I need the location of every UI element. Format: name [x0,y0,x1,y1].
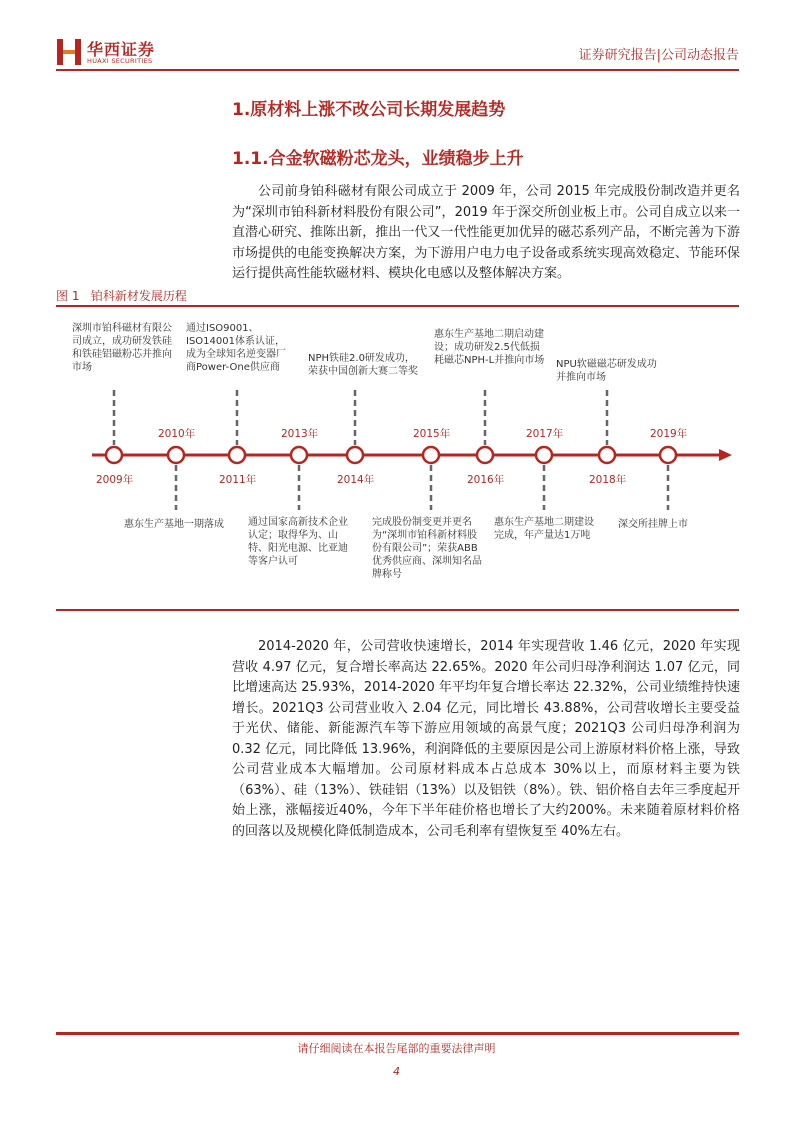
timeline-node [168,447,184,463]
header-divider [56,69,739,71]
logo-chinese-name: 华西证券 [87,40,156,59]
timeline-year-label: 2009年 [96,474,134,486]
timeline-event-note: 通过ISO9001、ISO14001体系认证，成为全球知名逆变器厂商Power-One供应商 [186,323,286,373]
timeline-event-note: NPH铁硅2.0研发成功，荣获中国创新大赛二等奖 [308,353,418,377]
intro-paragraph: 公司前身铂科磁材有限公司成立于 2009 年，公司 2015 年完成股份制改造并更名为“深圳市铂科新材料股份有限公司”，2019 年于深交所创业板上市。公司自成立以来一直潜心研究、推陈出新，推出一代又一代性能更加优异的磁芯系列产品，不断完善为下游市场提供的电能变换解决方案，为下游用户电力电子设备或系统实现高效稳定、节能环保运行提供高性能软磁材料、模块化电感以及整体解决方案。 [232,184,740,281]
timeline-node [347,447,363,463]
timeline-year-label: 2010年 [158,428,196,440]
timeline-node [477,447,493,463]
figure-label: 图 1 [56,289,80,303]
timeline-year-label: 2015年 [413,428,451,440]
timeline-year-label: 2017年 [526,428,564,440]
figure-top-rule [56,305,739,307]
figure-caption: 铂科新材发展历程 [90,289,187,303]
timeline-event-note: 完成股份制变更并更名为“深圳市铂科新材料股份有限公司”；荣获ABB优秀供应商、深圳知名品牌称号 [372,517,482,580]
timeline-event-note: NPU软磁磁芯研发成功并推向市场 [556,359,657,383]
legal-disclaimer: 请仔细阅读在本报告尾部的重要法律声明 [297,1042,496,1055]
huaxi-logo-icon [56,37,82,67]
timeline-node [660,447,676,463]
timeline-arrow-head [719,449,732,461]
timeline-event-note: 惠东生产基地一期落成 [124,519,224,530]
timeline-node [106,447,122,463]
page-number: 4 [393,1065,400,1078]
development-timeline [56,310,739,606]
figure-bottom-rule [56,609,739,611]
timeline-year-label: 2019年 [650,428,688,440]
timeline-event-note: 惠东生产基地二期建设完成，年产量达1万吨 [494,517,594,541]
report-type: 证券研究报告|公司动态报告 [578,48,739,63]
timeline-year-label: 2018年 [589,474,627,486]
timeline-node [599,447,615,463]
timeline-event-note: 惠东生产基地二期启动建设；成功研发2.5代低损耗磁芯NPH-L并推向市场 [434,329,545,366]
timeline-year-label: 2013年 [281,428,319,440]
performance-paragraph: 2014-2020 年，公司营收快速增长，2014 年实现营收 1.46 亿元，2020 年实现营收 4.97 亿元，复合增长率高达 22.65%。2020 年公司归母净利润达 1.07 亿元，同比增速高达 25.93%，2014-2020 年平均年复合增长率达 22.32%，公司业绩维持快速增长。2021Q3 公司营业收入 2.04 亿元，同比增长 43.88%，公司营收增长主要受益于光伏、储能、新能源汽车等下游应用领域的高景气度；2021Q3 公司归母净利润为 0.32 亿元，同比降低 13.96%，利润降低的主要原因是公司上游原材料价格上涨，导致公司营业成本大幅增加。公司原材料成本占总成本 30%以上，而原材料主要为铁（63%）、硅（13%）、铁硅铝（13%）以及铝铁（8%）。铁、铝价格自去年三季度起开始上涨，涨幅接近40%，今年下半年硅价格也增长了大约200%。未来随着原材料价格的回落以及规模化降低制造成本，公司毛利率有望恢复至 40%左右。 [232,639,740,839]
timeline-year-label: 2016年 [467,474,505,486]
timeline-year-label: 2011年 [219,474,257,486]
timeline-event-note: 通过国家高新技术企业认定；取得华为、山特、阳光电源、比亚迪等客户认可 [248,517,348,567]
timeline-node [423,447,439,463]
figure-title [56,287,187,304]
section-heading-1: 1.原材料上涨不改公司长期发展趋势 [232,100,506,120]
timeline-event-note: 深交所挂牌上市 [618,519,688,530]
section-heading-1-1: 1.1.合金软磁粉芯龙头，业绩稳步上升 [232,149,524,169]
timeline-node [229,447,245,463]
timeline-event-note: 深圳市铂科磁材有限公司成立，成功研发铁硅和铁硅铝磁粉芯并推向市场 [72,323,172,373]
footer-divider [56,1032,739,1035]
timeline-node [536,447,552,463]
timeline-node [291,447,307,463]
logo-english-name: HUAXI SECURITIES [87,57,153,65]
timeline-year-label: 2014年 [337,474,375,486]
